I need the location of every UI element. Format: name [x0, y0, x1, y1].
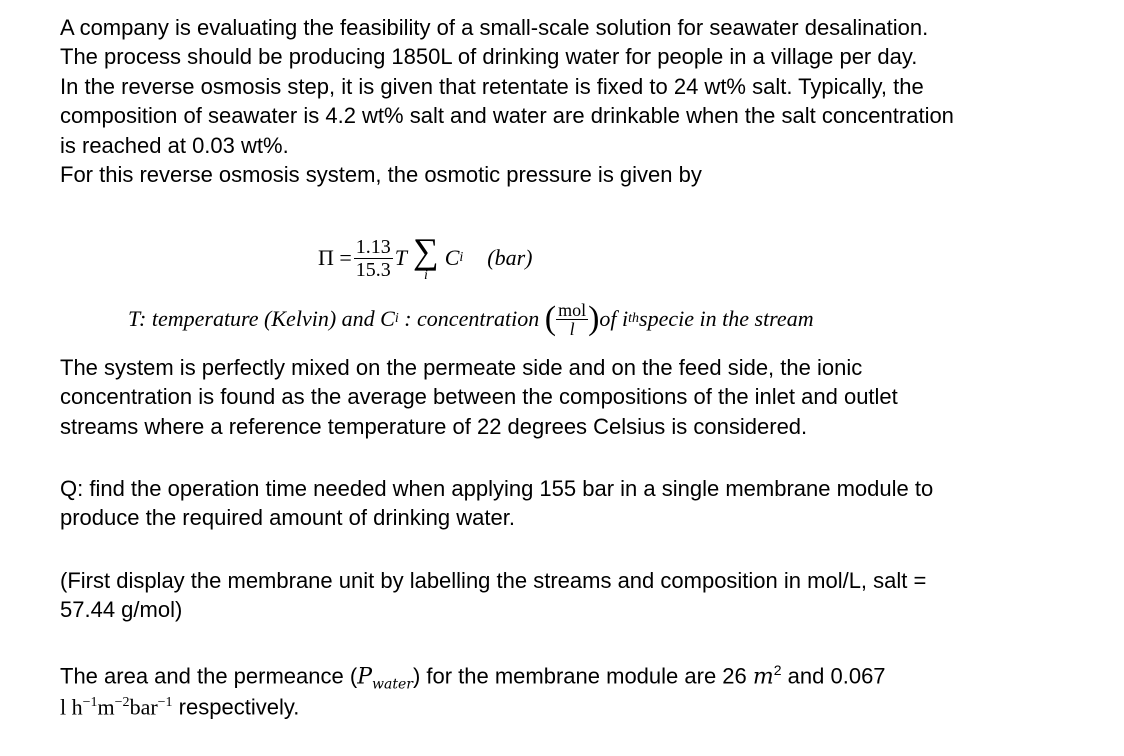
sigma-symbol: ∑ [413, 231, 439, 271]
unit: bar [129, 694, 158, 720]
permeance-sub: water [372, 676, 413, 693]
intro-line: composition of seawater is 4.2 wt% salt and water are drinkable when the salt concentration [60, 103, 954, 128]
text: and 0.067 [781, 663, 886, 689]
para-line: The system is perfectly mixed on the permeate side and on the feed side, the ionic [60, 355, 863, 380]
text: respectively. [172, 694, 300, 720]
def-sub: i [394, 311, 399, 326]
formula-term: C [444, 245, 460, 270]
def-text: : concentration [398, 306, 545, 331]
specs-line [60, 688, 299, 721]
intro-line: The process should be producing 1850L of drinking water for people in a village per day. [60, 44, 918, 69]
unit-sup: −1 [157, 695, 173, 710]
formula-unit: (bar) [487, 245, 533, 270]
area-unit: m [752, 664, 774, 690]
def-text: T: temperature (Kelvin) and C [128, 306, 395, 331]
intro-line: is reached at 0.03 wt%. [60, 133, 289, 158]
intro-line: A company is evaluating the feasibility of a small-scale solution for seawater desalination. [60, 15, 929, 40]
sum-index: i [423, 268, 428, 283]
permeance-symbol: P [357, 664, 372, 690]
formula-lhs: Π = [318, 245, 352, 270]
numerator: 1.13 [355, 235, 391, 258]
unit-paren: ( mol l ) [544, 299, 600, 339]
osmotic-pressure-formula [318, 222, 533, 294]
note-line: (First display the membrane unit by labelling the streams and composition in mol/L, salt = [60, 568, 927, 593]
formula-fraction [354, 236, 393, 281]
unit: m [97, 694, 115, 720]
term-subscript: i [459, 250, 464, 265]
def-text: of i [599, 306, 629, 331]
unit-sup: −1 [82, 695, 98, 710]
unit-num: mol [558, 299, 587, 320]
def-text: specie in the stream [639, 306, 814, 331]
summation [413, 233, 439, 283]
text: ) for the membrane module are 26 [412, 663, 753, 689]
formula-T: T [394, 245, 408, 270]
intro-line: In the reverse osmosis step, it is given that retentate is fixed to 24 wt% salt. Typically, the [60, 74, 924, 99]
question-line: produce the required amount of drinking water. [60, 505, 515, 530]
para-line: concentration is found as the average between the compositions of the inlet and outlet [60, 384, 898, 409]
variable-definition [128, 300, 814, 338]
unit-sup: −2 [114, 695, 130, 710]
unit: l h [60, 694, 83, 720]
denominator: 15.3 [355, 258, 391, 281]
unit-den: l [569, 318, 575, 339]
text: The area and the permeance ( [60, 663, 358, 689]
area-sup: 2 [773, 662, 782, 678]
para-line: streams where a reference temperature of 22 degrees Celsius is considered. [60, 414, 808, 439]
question-line: Q: find the operation time needed when applying 155 bar in a single membrane module to [60, 476, 934, 501]
intro-line: For this reverse osmosis system, the osmotic pressure is given by [60, 162, 702, 187]
note-line: 57.44 g/mol) [60, 597, 183, 622]
def-sup: th [628, 311, 640, 326]
